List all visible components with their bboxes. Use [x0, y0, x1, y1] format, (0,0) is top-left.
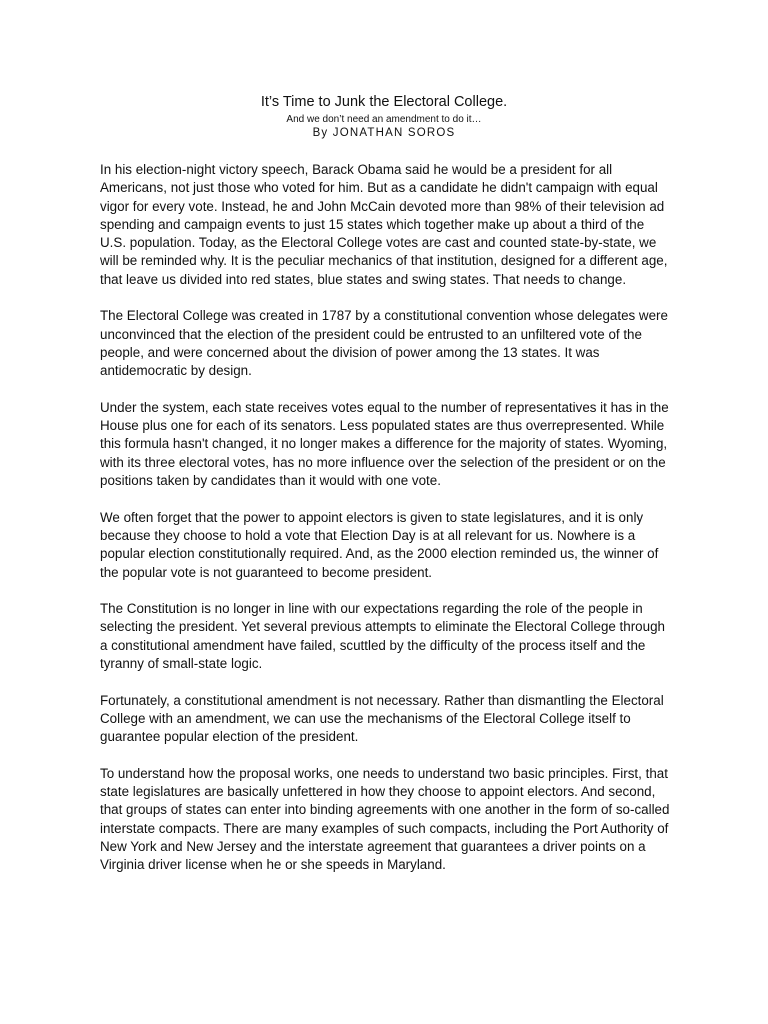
paragraph: The Constitution is no longer in line with our expectations regarding the role of the people in selecting the president. Yet several previous attempts to eliminate the Electoral College through a constitutional amendment have failed, scuttled by the difficulty of the process itself and the tyranny of small-state logic. [100, 601, 665, 672]
article-title: It’s Time to Junk the Electoral College. [260, 94, 508, 110]
article-body [100, 161, 672, 893]
paragraph: To understand how the proposal works, one needs to understand two basic principles. First, that state legislatures are basically unfettered in how they choose to appoint electors. And second, that groups of states can enter into binding agreements with one another in the form of so-called interstate compacts. There are many examples of such compacts, including the Port Authority of New York and New Jersey and the interstate agreement that guarantees a driver points on a Virginia driver license when he or she speeds in Maryland. [100, 765, 670, 873]
paragraph: We often forget that the power to appoint electors is given to state legislatures, and it is only because they choose to hold a vote that Election Day is at all relevant for us. Nowhere is a popular election constitutionally required. And, as the 2000 election reminded us, the winner of the popular vote is not guaranteed to become president. [100, 509, 659, 580]
paragraph: Fortunately, a constitutional amendment is not necessary. Rather than dismantling the Electoral College with an amendment, we can use the mechanisms of the Electoral College itself to guarantee popular election of the president. [100, 692, 664, 745]
paragraph: Under the system, each state receives votes equal to the number of representatives it has in the House plus one for each of its senators. Less populated states are thus overrepresented. While this formula hasn't changed, it no longer makes a difference for the majority of states. Wyoming, with its three electoral votes, has no more influence over the selection of the president or on the positions taken by candidates than it would with one vote. [100, 399, 669, 489]
article-header [0, 93, 768, 140]
paragraph: In his election-night victory speech, Barack Obama said he would be a president for all Americans, not just those who voted for him. But as a candidate he didn't campaign with equal vigor for every vote. Instead, he and John McCain devoted more than 98% of their television ad spending and campaign events to just 15 states which together make up about a third of the U.S. population. Today, as the Electoral College votes are cast and counted state-by-state, we will be reminded why. It is the peculiar mechanics of that institution, designed for a different age, that leave us divided into red states, blue states and swing states. That needs to change. [100, 162, 668, 287]
article-byline: By JONATHAN SOROS [312, 127, 456, 139]
paragraph: The Electoral College was created in 1787 by a constitutional convention whose delegates were unconvinced that the election of the president could be entrusted to an unfiltered vote of the people, and were concerned about the division of power among the 13 states. It was antidemocratic by design. [100, 308, 668, 379]
article-subtitle: And we don’t need an amendment to do it… [286, 114, 482, 125]
